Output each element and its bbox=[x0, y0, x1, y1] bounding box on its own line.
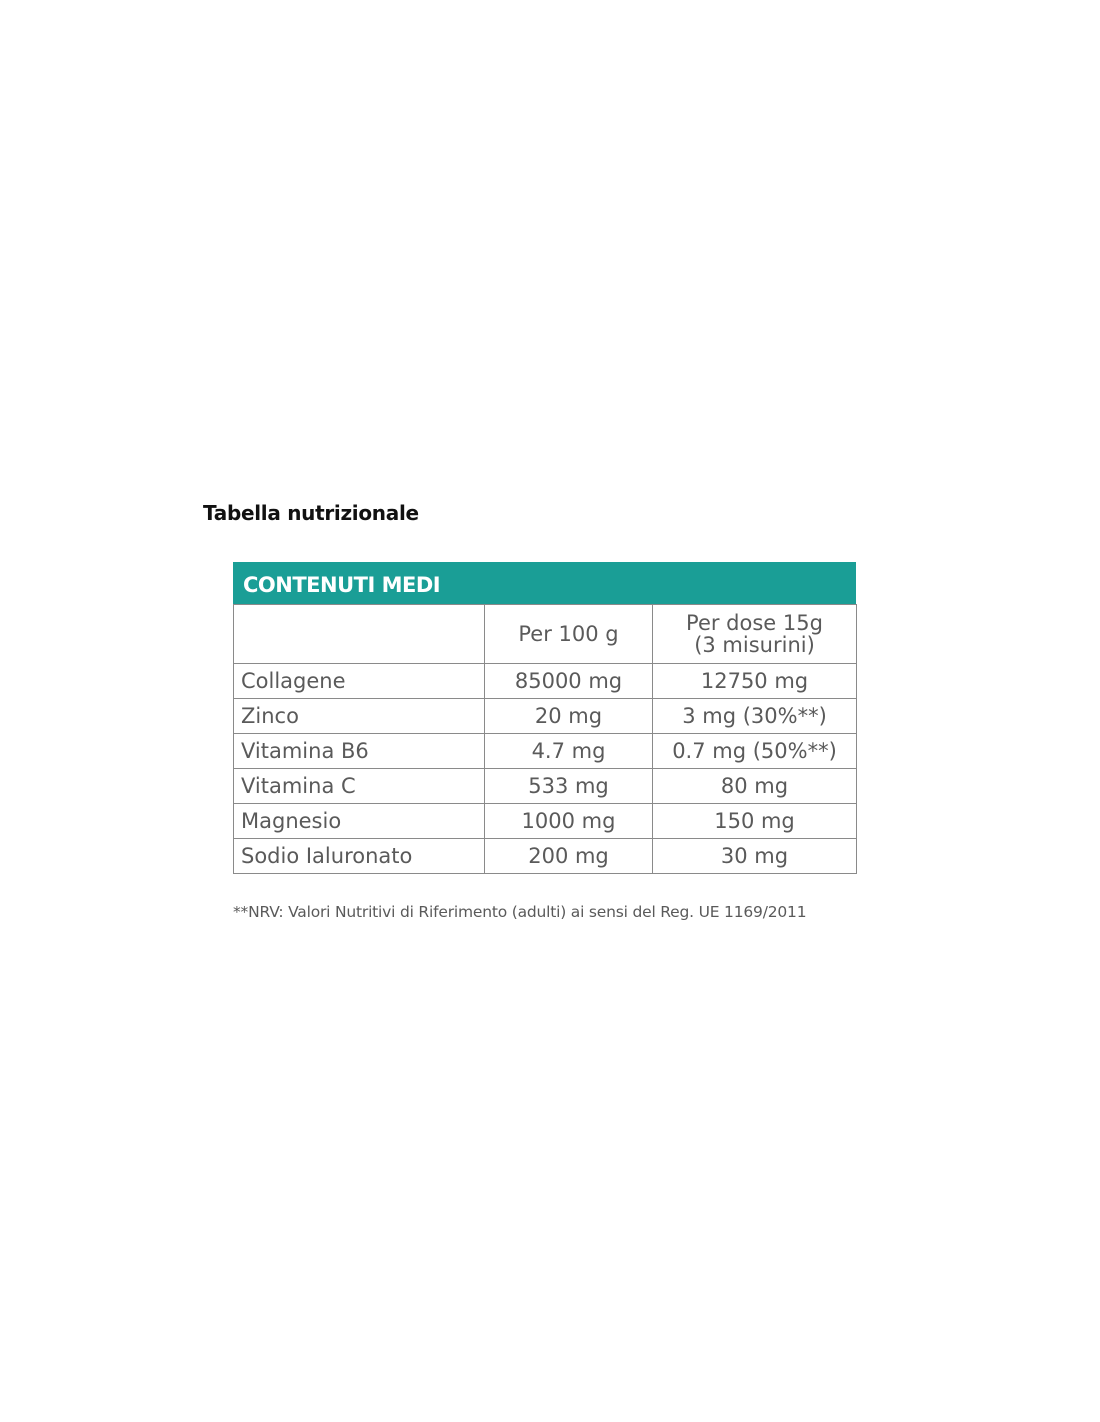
row-perdose: 30 mg bbox=[653, 839, 857, 874]
header-per-dose bbox=[653, 605, 857, 664]
row-per100: 4.7 mg bbox=[485, 734, 653, 769]
row-per100: 20 mg bbox=[485, 699, 653, 734]
table-row bbox=[234, 734, 857, 769]
row-perdose: 0.7 mg (50%**) bbox=[653, 734, 857, 769]
header-per-100g: Per 100 g bbox=[485, 605, 653, 664]
row-name: Magnesio bbox=[234, 804, 485, 839]
table-row bbox=[234, 839, 857, 874]
row-perdose: 3 mg (30%**) bbox=[653, 699, 857, 734]
table-row bbox=[234, 769, 857, 804]
row-perdose: 150 mg bbox=[653, 804, 857, 839]
nutrition-table bbox=[233, 604, 857, 874]
row-perdose: 80 mg bbox=[653, 769, 857, 804]
header-per-dose-line2: (3 misurini) bbox=[694, 633, 815, 657]
row-per100: 533 mg bbox=[485, 769, 653, 804]
table-row bbox=[234, 664, 857, 699]
row-perdose: 12750 mg bbox=[653, 664, 857, 699]
nutrition-table-container bbox=[233, 562, 856, 874]
table-header-row bbox=[234, 605, 857, 664]
row-per100: 1000 mg bbox=[485, 804, 653, 839]
row-name: Zinco bbox=[234, 699, 485, 734]
footnote: **NRV: Valori Nutritivi di Riferimento (adulti) ai sensi del Reg. UE 1169/2011 bbox=[233, 903, 807, 921]
row-per100: 200 mg bbox=[485, 839, 653, 874]
table-row bbox=[234, 804, 857, 839]
row-name: Collagene bbox=[234, 664, 485, 699]
row-name: Vitamina B6 bbox=[234, 734, 485, 769]
row-per100: 85000 mg bbox=[485, 664, 653, 699]
row-name: Vitamina C bbox=[234, 769, 485, 804]
row-name: Sodio Ialuronato bbox=[234, 839, 485, 874]
table-banner: CONTENUTI MEDI bbox=[233, 562, 856, 604]
table-row bbox=[234, 699, 857, 734]
header-empty-cell bbox=[234, 605, 485, 664]
header-per-dose-line1: Per dose 15g bbox=[686, 611, 823, 635]
page-title: Tabella nutrizionale bbox=[203, 501, 419, 525]
